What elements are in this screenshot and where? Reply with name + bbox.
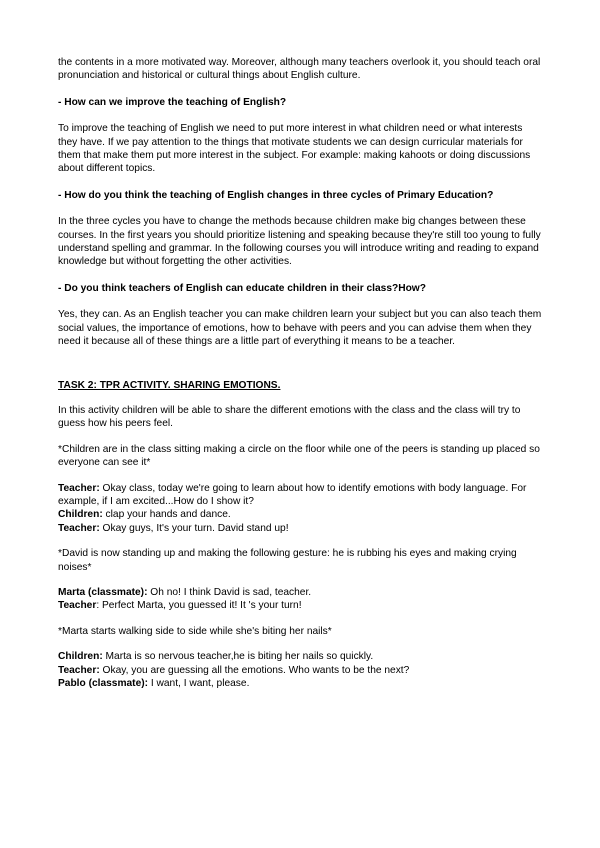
dialogue-line: Children: Marta is so nervous teacher,he is biting her nails so quickly. [58,651,374,663]
answer-3: Yes, they can. As an English teacher you can make children learn your subject but you can also teach them social values, the importance of emotions, how to behave with peers and you can advise them when they need it because all of these things are a little part of everything it means to be a teacher. [58,309,542,348]
stage-direction-3: *Marta starts walking side to side while she's biting her nails* [58,625,332,637]
stage-direction-1: *Children are in the class sitting making a circle on the floor while one of the peers is standing up placed so everyone can see it* [58,443,540,469]
dialogue-line: Teacher: Okay guys, It's your turn. David stand up! [58,522,289,534]
dialogue-line: Pablo (classmate): I want, I want, please. [58,678,250,689]
intro-paragraph: the contents in a more motivated way. Moreover, although many teachers overlook it, you should teach oral pronunciation and historical or cultural things about English culture. [58,57,541,82]
question-2: - How do you think the teaching of English changes in three cycles of Primary Education? [58,189,494,201]
dialogue-line: Teacher: Okay class, today we're going to learn about how to identify emotions with body language. For example, if I am excited...How do I show it? [58,482,527,507]
task-2-title: TASK 2: TPR ACTIVITY. SHARING EMOTIONS. [58,379,281,391]
question-1: - How can we improve the teaching of English? [58,96,287,108]
dialogue-line: Teacher: Okay, you are guessing all the emotions. Who wants to be the next? [58,664,410,676]
dialogue-block-1 [58,482,544,536]
answer-2: In the three cycles you have to change the methods because children make big changes between these courses. In the first years you should prioritize listening and speaking because they're still too young to fully understand spelling and grammar. In the following courses you will introduce writing and reading to expand knowledge but without forgetting the other activities. [58,216,541,268]
stage-direction-2: *David is now standing up and making the following gesture: he is rubbing his eyes and making crying noises* [58,548,517,573]
dialogue-block-3 [58,650,544,690]
dialogue-line: Teacher: Perfect Marta, you guessed it! It 's your turn! [58,600,302,612]
dialogue-line: Marta (classmate): Oh no! I think David is sad, teacher. [58,586,312,598]
task-2-description: In this activity children will be able to share the different emotions with the class and the class will try to guess how his peers feel. [58,404,521,430]
question-3: - Do you think teachers of English can educate children in their class?How? [58,282,426,294]
dialogue-block-2 [58,586,544,613]
document-page [58,56,544,690]
answer-1: To improve the teaching of English we need to put more interest in what children need or what interests they have. If we pay attention to the things that motivate students we can design curricular materials for them that make them put more interest in the subject. For example: making kahoots or doing discussions about different topics. [58,123,531,175]
dialogue-line: Children: clap your hands and dance. [58,509,231,521]
